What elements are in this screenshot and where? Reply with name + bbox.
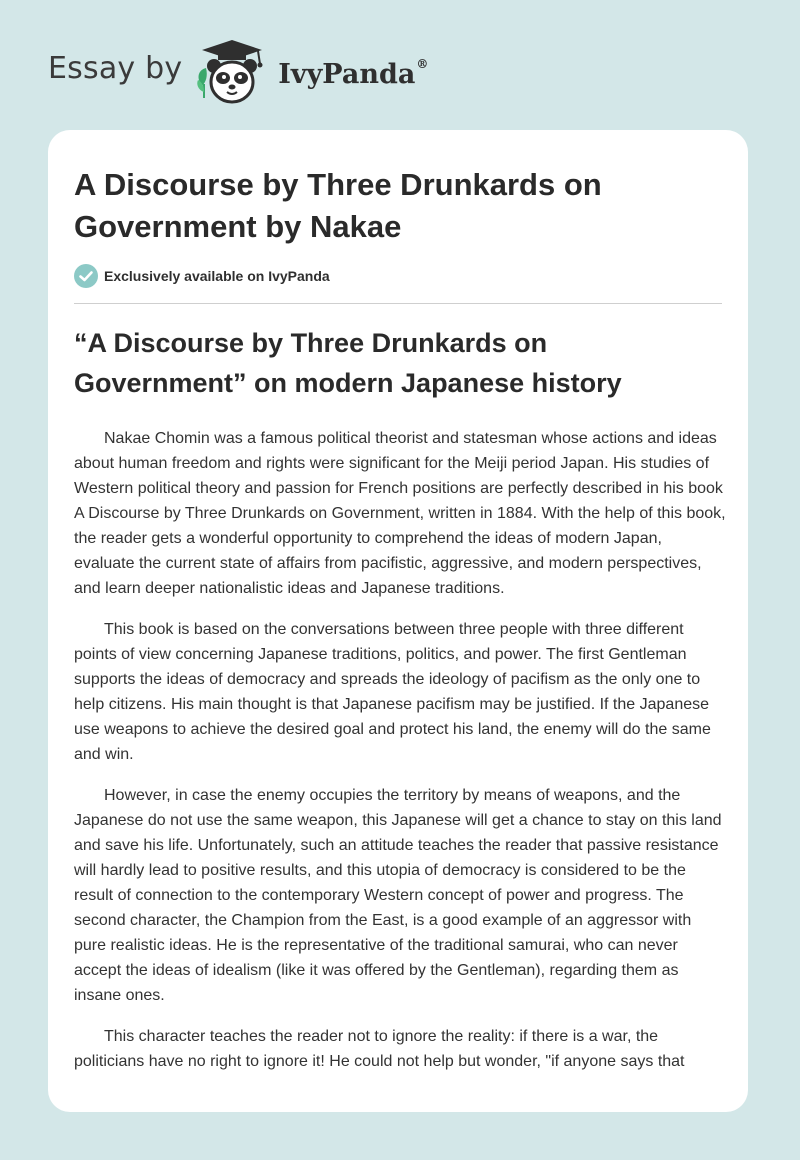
essay-body: [74, 426, 726, 1090]
exclusive-badge: [74, 264, 330, 288]
brand-prefix: Essay by: [48, 50, 183, 86]
badge-text: Exclusively available on IvyPanda: [104, 268, 330, 284]
check-circle-icon: [74, 264, 98, 288]
brand-name: [278, 56, 429, 90]
brand-header[interactable]: [48, 36, 428, 108]
paragraph: This book is based on the conversations between three people with three different points of view concerning Japanese traditions, politics, and power. The first Gentleman supports the ideas of democracy and spreads the ideology of pacifism as the only one to help citizens. His main thought is that Japanese pacifism may be justified. If the Japanese use weapons to achieve the desired goal and protect his land, the enemy will do the same and win.: [74, 621, 711, 763]
essay-title: A Discourse by Three Drunkards on Government by Nakae: [74, 167, 602, 244]
paragraph: This character teaches the reader not to ignore the reality: if there is a war, the politicians have no right to ignore it! He could not help but wonder, "if anyone says that: [74, 1028, 685, 1070]
registered-mark: ®: [416, 56, 429, 71]
section-heading: “A Discourse by Three Drunkards on Government” on modern Japanese history: [74, 328, 622, 398]
panda-logo-icon: [192, 36, 272, 108]
paragraph: However, in case the enemy occupies the territory by means of weapons, and the Japanese do not use the same weapon, this Japanese will get a chance to stay on this land and save his life. Unfortunately, such an attitude teaches the reader that passive resistance will hardly lead to positive results, and this utopia of democracy is considered to be the result of connection to the contemporary Western concept of power and progress. The second character, the Champion from the East, is a good example of an aggressor with pure realistic ideas. He is the representative of the traditional samurai, who can never accept the ideas of idealism (like it was offered by the Gentleman), regarding them as insane ones.: [74, 787, 722, 1004]
essay-card: [48, 130, 748, 1112]
brand-name-text: IvyPanda: [278, 58, 416, 90]
divider: [74, 303, 722, 304]
paragraph: Nakae Chomin was a famous political theorist and statesman whose actions and ideas about human freedom and rights were significant for the Meiji period Japan. His studies of Western political theory and passion for French positions are perfectly described in his book A Discourse by Three Drunkards on Government, written in 1884. With the help of this book, the reader gets a wonderful opportunity to comprehend the ideas of modern Japan, evaluate the current state of affairs from pacifistic, aggressive, and modern perspectives, and learn deeper nationalistic ideas and Japanese traditions.: [74, 430, 726, 597]
